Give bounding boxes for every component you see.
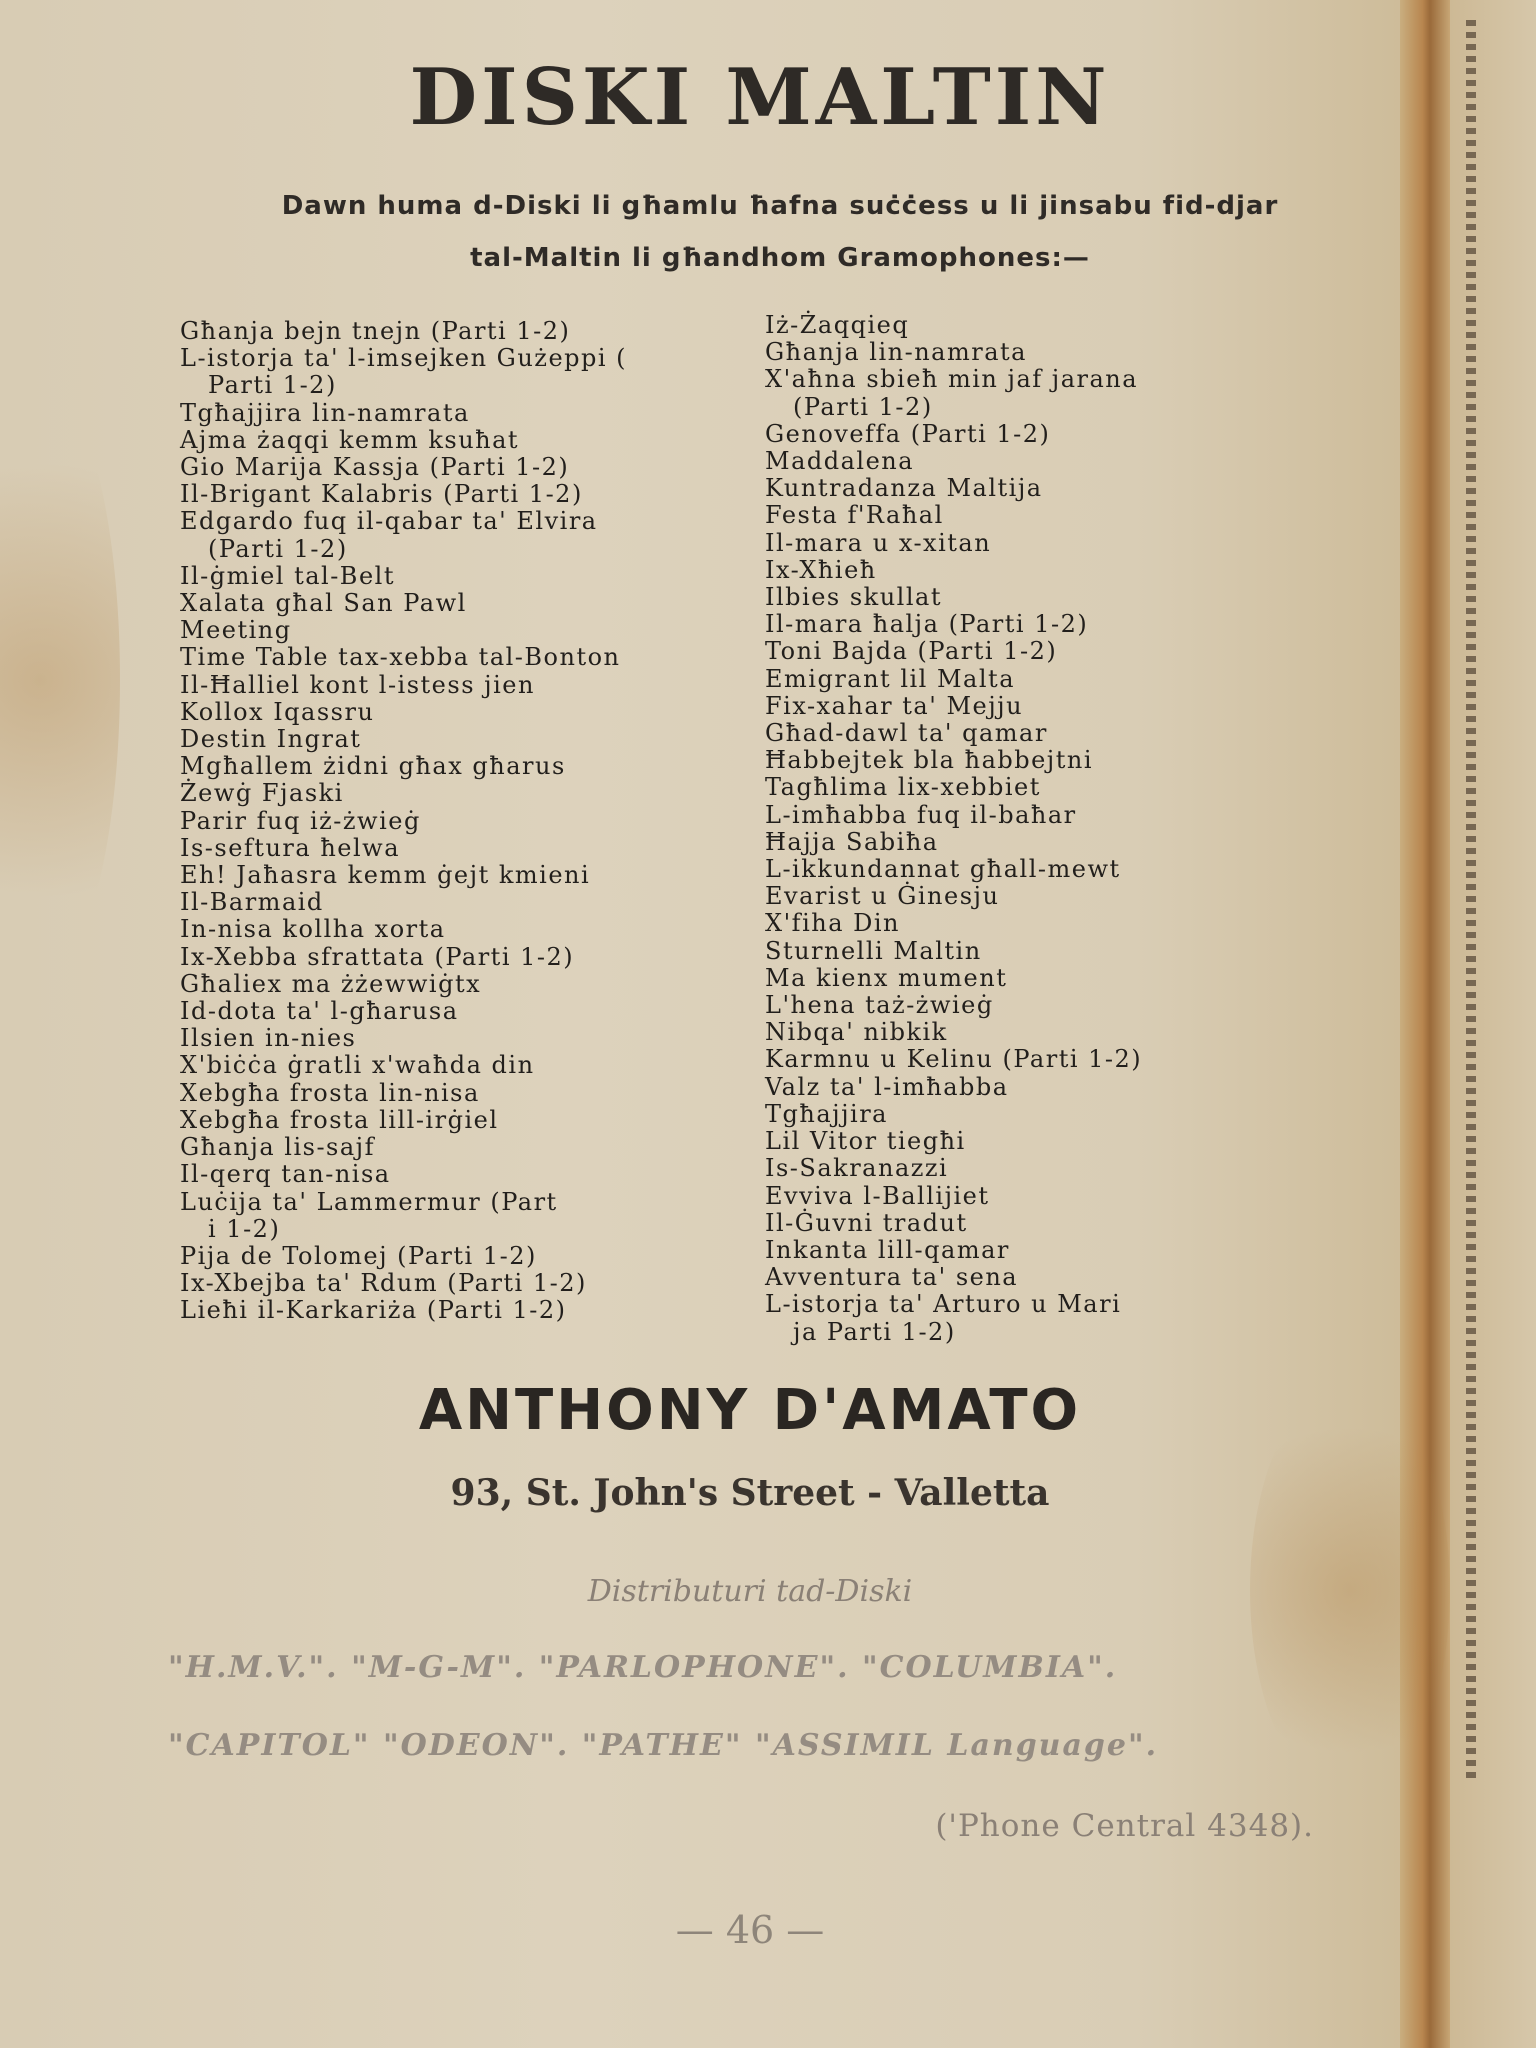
record-title: L-istorja ta' Arturo u Mari ja Parti 1-2) [765, 1290, 1122, 1346]
record-title: Il-Ħalliel kont l-istess jien [180, 670, 535, 699]
record-labels-line-2: "CAPITOL" "ODEON". "PATHE" "ASSIMIL Language". [168, 1728, 1159, 1763]
record-title: L-ikkundannat għall-mewt [765, 855, 1121, 884]
record-title: Ma kienx mument [765, 963, 1008, 992]
record-title: Għanja bejn tnejn (Parti 1-2) [180, 317, 571, 345]
record-title: Il-Barmaid [180, 888, 324, 917]
record-title: Gio Marija Kassja (Parti 1-2) [180, 453, 570, 482]
record-title: Is-seftura ħelwa [180, 833, 401, 862]
record-title: Nibqa' nibkik [765, 1018, 948, 1047]
record-title: Għad-dawl ta' qamar [765, 719, 1048, 748]
record-title: Evviva l-Ballijiet [765, 1181, 990, 1210]
record-title: Ajma żaqqi kemm ksuħat [180, 425, 520, 454]
record-labels-line-1: "H.M.V.". "M-G-M". "PARLOPHONE". "COLUMBIA". [168, 1650, 1118, 1685]
intro-text: Dawn huma d-Diski li għamlu ħafna suċċess u li jinsabu fid-djar tal-Maltin li għandhom Gramophones:— [281, 191, 1279, 273]
record-title: Destin Ingrat [180, 725, 362, 754]
page-number: — 46 — [675, 1908, 825, 1952]
record-title: Is-Sakranazzi [765, 1154, 949, 1183]
record-title: Il-qerq tan-nisa [180, 1160, 391, 1189]
record-title: Parir fuq iż-żwieġ [180, 806, 421, 835]
record-title: Inkanta lill-qamar [765, 1235, 1010, 1264]
record-title: Ix-Xebba sfrattata (Parti 1-2) [180, 942, 575, 971]
record-title: Il-Brigant Kalabris (Parti 1-2) [180, 480, 583, 509]
record-title: Xalata għal San Pawl [180, 589, 467, 618]
phone-number: ('Phone Central 4348). [935, 1808, 1314, 1844]
record-title: Il-mara u x-xitan [765, 528, 992, 557]
record-title: Il-ġmiel tal-Belt [180, 561, 395, 590]
record-title: Il-mara ħalja (Parti 1-2) [765, 610, 1089, 639]
decorative-border [1466, 20, 1476, 1780]
record-title: Festa f'Raħal [765, 501, 944, 530]
record-title: Id-dota ta' l-għarusa [180, 997, 459, 1026]
record-title: Sturnelli Maltin [765, 936, 982, 965]
facing-page-edge [1450, 0, 1536, 2048]
record-title: Luċija ta' Lammermur (Part i 1-2) [180, 1187, 558, 1243]
record-title: L-istorja ta' l-imsejken Gużeppi ( Parti 1-2) [180, 344, 628, 400]
record-title: X'aħna sbieħ min jaf jarana (Parti 1-2) [765, 365, 1139, 421]
record-title: Evarist u Ġinesju [765, 882, 1000, 911]
record-title: Tgħajjira [765, 1099, 888, 1128]
record-title: Toni Bajda (Parti 1-2) [765, 637, 1058, 666]
page-title: DISKI MALTIN [409, 52, 1111, 143]
record-title: Ħabbejtek bla ħabbejtni [765, 746, 1094, 775]
record-title: Eh! Jaħasra kemm ġejt kmieni [180, 861, 591, 890]
record-title: Tagħlima lix-xebbiet [765, 773, 1041, 802]
distributor-address: 93, St. John's Street - Valletta [450, 1472, 1050, 1514]
record-title: X'biċċa ġratli x'waħda din [180, 1051, 535, 1080]
record-title: Għanja lis-sajf [180, 1133, 375, 1162]
record-list-right [765, 312, 1325, 1346]
record-title: Il-Ġuvni tradut [765, 1208, 968, 1237]
record-title: Mgħallem żidni għax għarus [180, 752, 566, 781]
record-title: Emigrant lil Malta [765, 664, 1015, 693]
record-title: Għanja lin-namrata [765, 338, 1027, 367]
record-title: X'fiha Din [765, 909, 901, 938]
record-title: L'hena taż-żwieġ [765, 991, 994, 1020]
record-title: Kollox Iqassru [180, 697, 375, 726]
record-title: Karmnu u Kelinu (Parti 1-2) [765, 1045, 1143, 1074]
record-title: Ħajja Sabiħa [765, 827, 939, 856]
record-title: Ix-Xħieħ [765, 555, 877, 584]
record-title: Xebgħa frosta lin-nisa [180, 1078, 480, 1107]
record-title: Avventura ta' sena [765, 1263, 1019, 1292]
record-title: Iż-Żaqqieq [765, 311, 910, 339]
record-title: Kuntradanza Maltija [765, 474, 1043, 503]
record-title: Time Table tax-xebba tal-Bonton [180, 643, 621, 672]
record-title: Xebgħa frosta lill-irġiel [180, 1105, 499, 1134]
record-title: Fix-xahar ta' Mejju [765, 691, 1024, 720]
record-title: In-nisa kollha xorta [180, 915, 446, 944]
record-title: Pija de Tolomej (Parti 1-2) [180, 1241, 537, 1270]
record-title: L-imħabba fuq il-baħar [765, 800, 1077, 829]
record-title: Maddalena [765, 447, 915, 476]
record-title: Żewġ Fjaski [180, 779, 344, 808]
record-title: Ix-Xbejba ta' Rdum (Parti 1-2) [180, 1269, 587, 1298]
record-title: Tgħajjira lin-namrata [180, 398, 470, 427]
record-title: Ilbies skullat [765, 583, 942, 612]
record-title: Valz ta' l-imħabba [765, 1072, 1009, 1101]
record-list-left [180, 318, 750, 1325]
record-title: Ilsien in-nies [180, 1024, 357, 1053]
record-title: Lil Vitor tiegħi [765, 1127, 966, 1156]
record-title: Meeting [180, 616, 292, 645]
record-title: Genoveffa (Parti 1-2) [765, 419, 1051, 448]
distributor-name: ANTHONY D'AMATO [418, 1378, 1082, 1443]
record-title: Lieħi il-Karkariża (Parti 1-2) [180, 1296, 567, 1325]
record-title: Għaliex ma żżewwiġtx [180, 969, 482, 998]
distributors-heading: Distributuri tad-Diski [587, 1574, 913, 1609]
record-title: Edgardo fuq il-qabar ta' Elvira (Parti 1-2) [180, 507, 598, 563]
